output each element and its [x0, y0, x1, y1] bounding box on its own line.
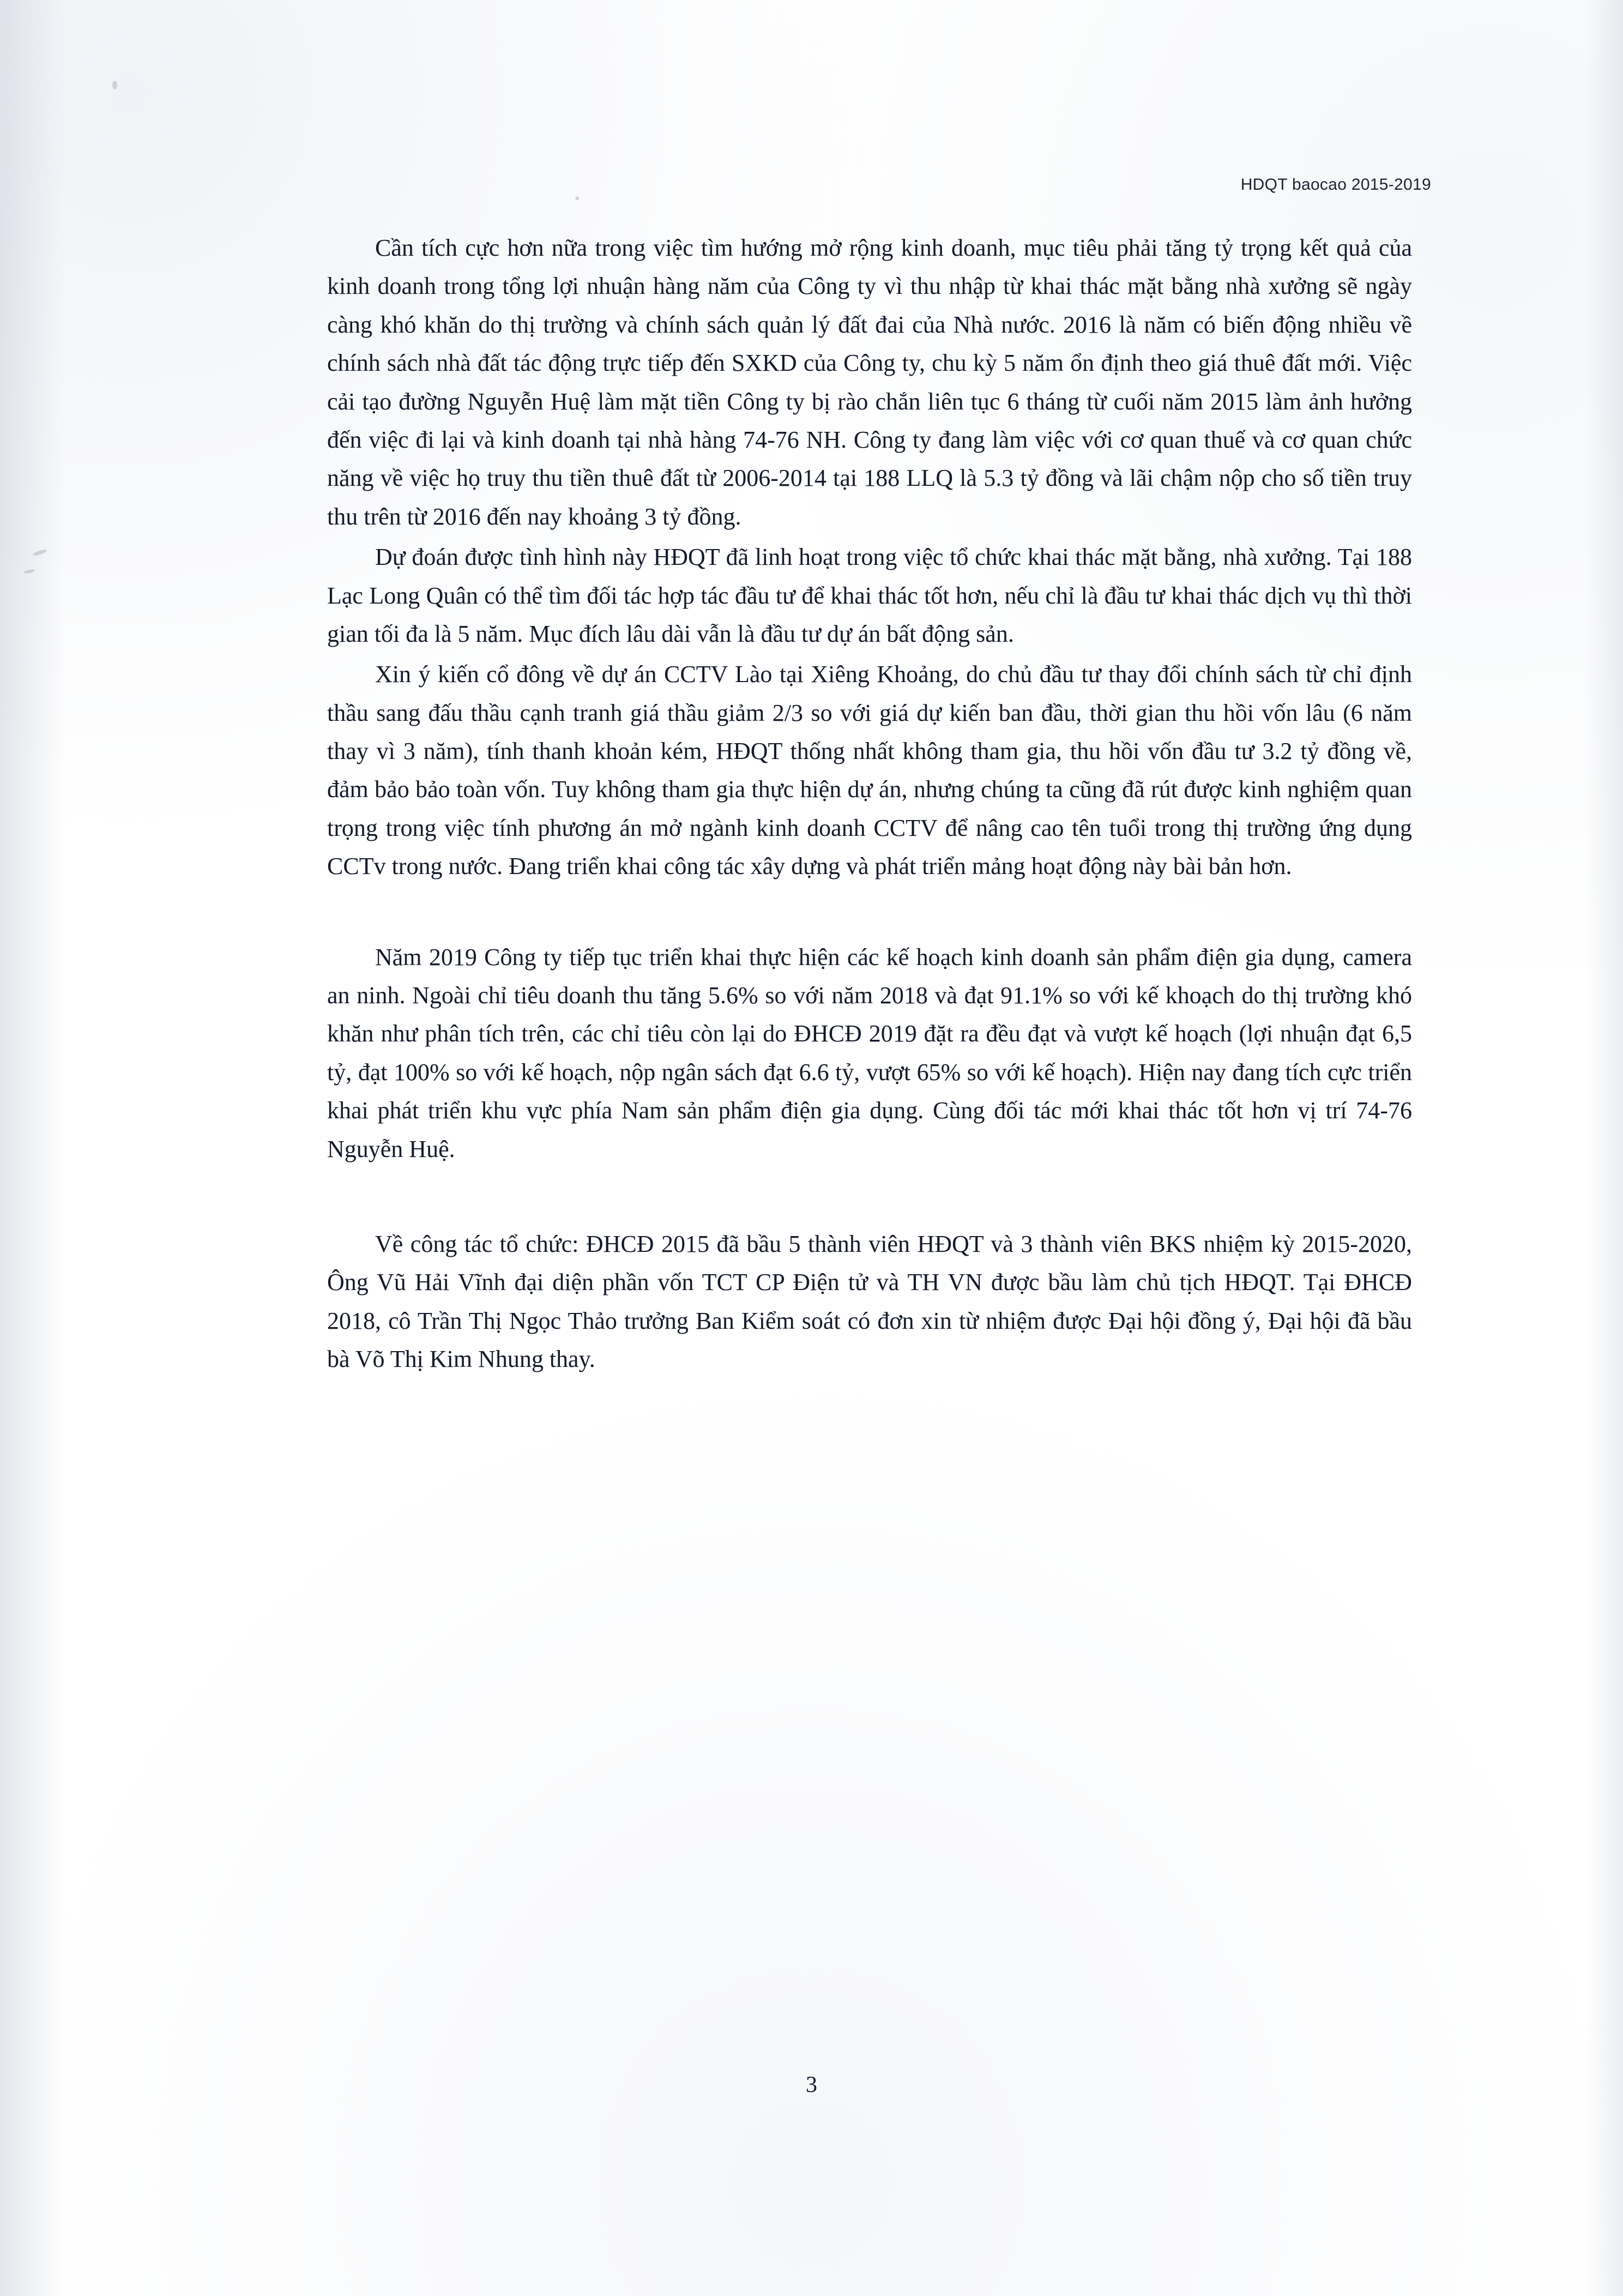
scan-speck	[24, 569, 35, 575]
page-number: 3	[806, 2072, 817, 2098]
paragraph: Dự đoán được tình hình này HĐQT đã linh hoạt trong việc tổ chức khai thác mặt bằng, nhà xưởng. Tại 188 Lạc Long Quân có thể tìm đối tác hợp tác đầu tư để khai thác tốt hơn, nếu chỉ là đầu tư khai thác dịch vụ thì thời gian tối đa là 5 năm. Mục đích lâu dài vẫn là đầu tư dự án bất động sản.	[327, 544, 1412, 647]
paragraph: Xin ý kiến cổ đông về dự án CCTV Lào tại Xiêng Khoảng, do chủ đầu tư thay đổi chính sách từ chỉ định thầu sang đấu thầu cạnh tranh giá thầu giảm 2/3 so với giá dự kiến ban đầu, thời gian thu hồi vốn lâu (6 năm thay vì 3 năm), tính thanh khoản kém, HĐQT thống nhất không tham gia, thu hồi vốn đầu tư 3.2 tỷ đồng về, đảm bảo bảo toàn vốn. Tuy không tham gia thực hiện dự án, nhưng chúng ta cũng đã rút được kinh nghiệm quan trọng trong việc tính phương án mở ngành kinh doanh CCTV để nâng cao tên tuổi trong thị trường ứng dụng CCTv trong nước. Đang triển khai công tác xây dựng và phát triển mảng hoạt động này bài bản hơn.	[327, 661, 1412, 880]
paragraph: Năm 2019 Công ty tiếp tục triển khai thực hiện các kế hoạch kinh doanh sản phẩm điện gia dụng, camera an ninh. Ngoài chỉ tiêu doanh thu tăng 5.6% so với năm 2018 và đạt 91.1% so với kế khoạch do thị trường khó khăn như phân tích trên, các chỉ tiêu còn lại do ĐHCĐ 2019 đặt ra đều đạt và vượt kế hoạch (lợi nhuận đạt 6,5 tỷ, đạt 100% so với kế hoạch, nộp ngân sách đạt 6.6 tỷ, vượt 65% so với kế hoạch). Hiện nay đang tích cực triển khai phát triển khu vực phía Nam sản phẩm điện gia dụng. Cùng đối tác mới khai thác tốt hơn vị trí 74-76 Nguyễn Huệ.	[327, 943, 1412, 1162]
page-header-note: HDQT baocao 2015-2019	[1240, 176, 1431, 194]
scan-speck	[112, 81, 117, 89]
paragraph: Về công tác tổ chức: ĐHCĐ 2015 đã bầu 5 thành viên HĐQT và 3 thành viên BKS nhiệm kỳ 2015-2020, Ông Vũ Hải Vĩnh đại diện phần vốn TCT CP Điện tử và TH VN được bầu làm chủ tịch HĐQT. Tại ĐHCĐ 2018, cô Trần Thị Ngọc Thảo trưởng Ban Kiểm soát có đơn xin từ nhiệm được Đại hội đồng ý, Đại hội đã bầu bà Võ Thị Kim Nhung thay.	[327, 1230, 1412, 1373]
document-body	[327, 229, 1412, 1381]
scan-speck	[33, 549, 47, 557]
scan-speck	[575, 196, 579, 200]
paragraph: Cần tích cực hơn nữa trong việc tìm hướng mở rộng kinh doanh, mục tiêu phải tăng tỷ trọng kết quả của kinh doanh trong tổng lợi nhuận hàng năm của Công ty vì thu nhập từ khai thác mặt bằng nhà xưởng sẽ ngày càng khó khăn do thị trường và chính sách quản lý đất đai của Nhà nước. 2016 là năm có biến động nhiều về chính sách nhà đất tác động trực tiếp đến SXKD của Công ty, chu kỳ 5 năm ổn định theo giá thuê đất mới. Việc cải tạo đường Nguyễn Huệ làm mặt tiền Công ty bị rào chắn liên tục 6 tháng từ cuối năm 2015 làm ảnh hưởng đến việc đi lại và kinh doanh tại nhà hàng 74-76 NH. Công ty đang làm việc với cơ quan thuế và cơ quan chức năng về việc họ truy thu tiền thuê đất từ 2006-2014 tại 188 LLQ là 5.3 tỷ đồng và lãi chậm nộp cho số tiền truy thu trên từ 2016 đến nay khoảng 3 tỷ đồng.	[327, 234, 1412, 530]
